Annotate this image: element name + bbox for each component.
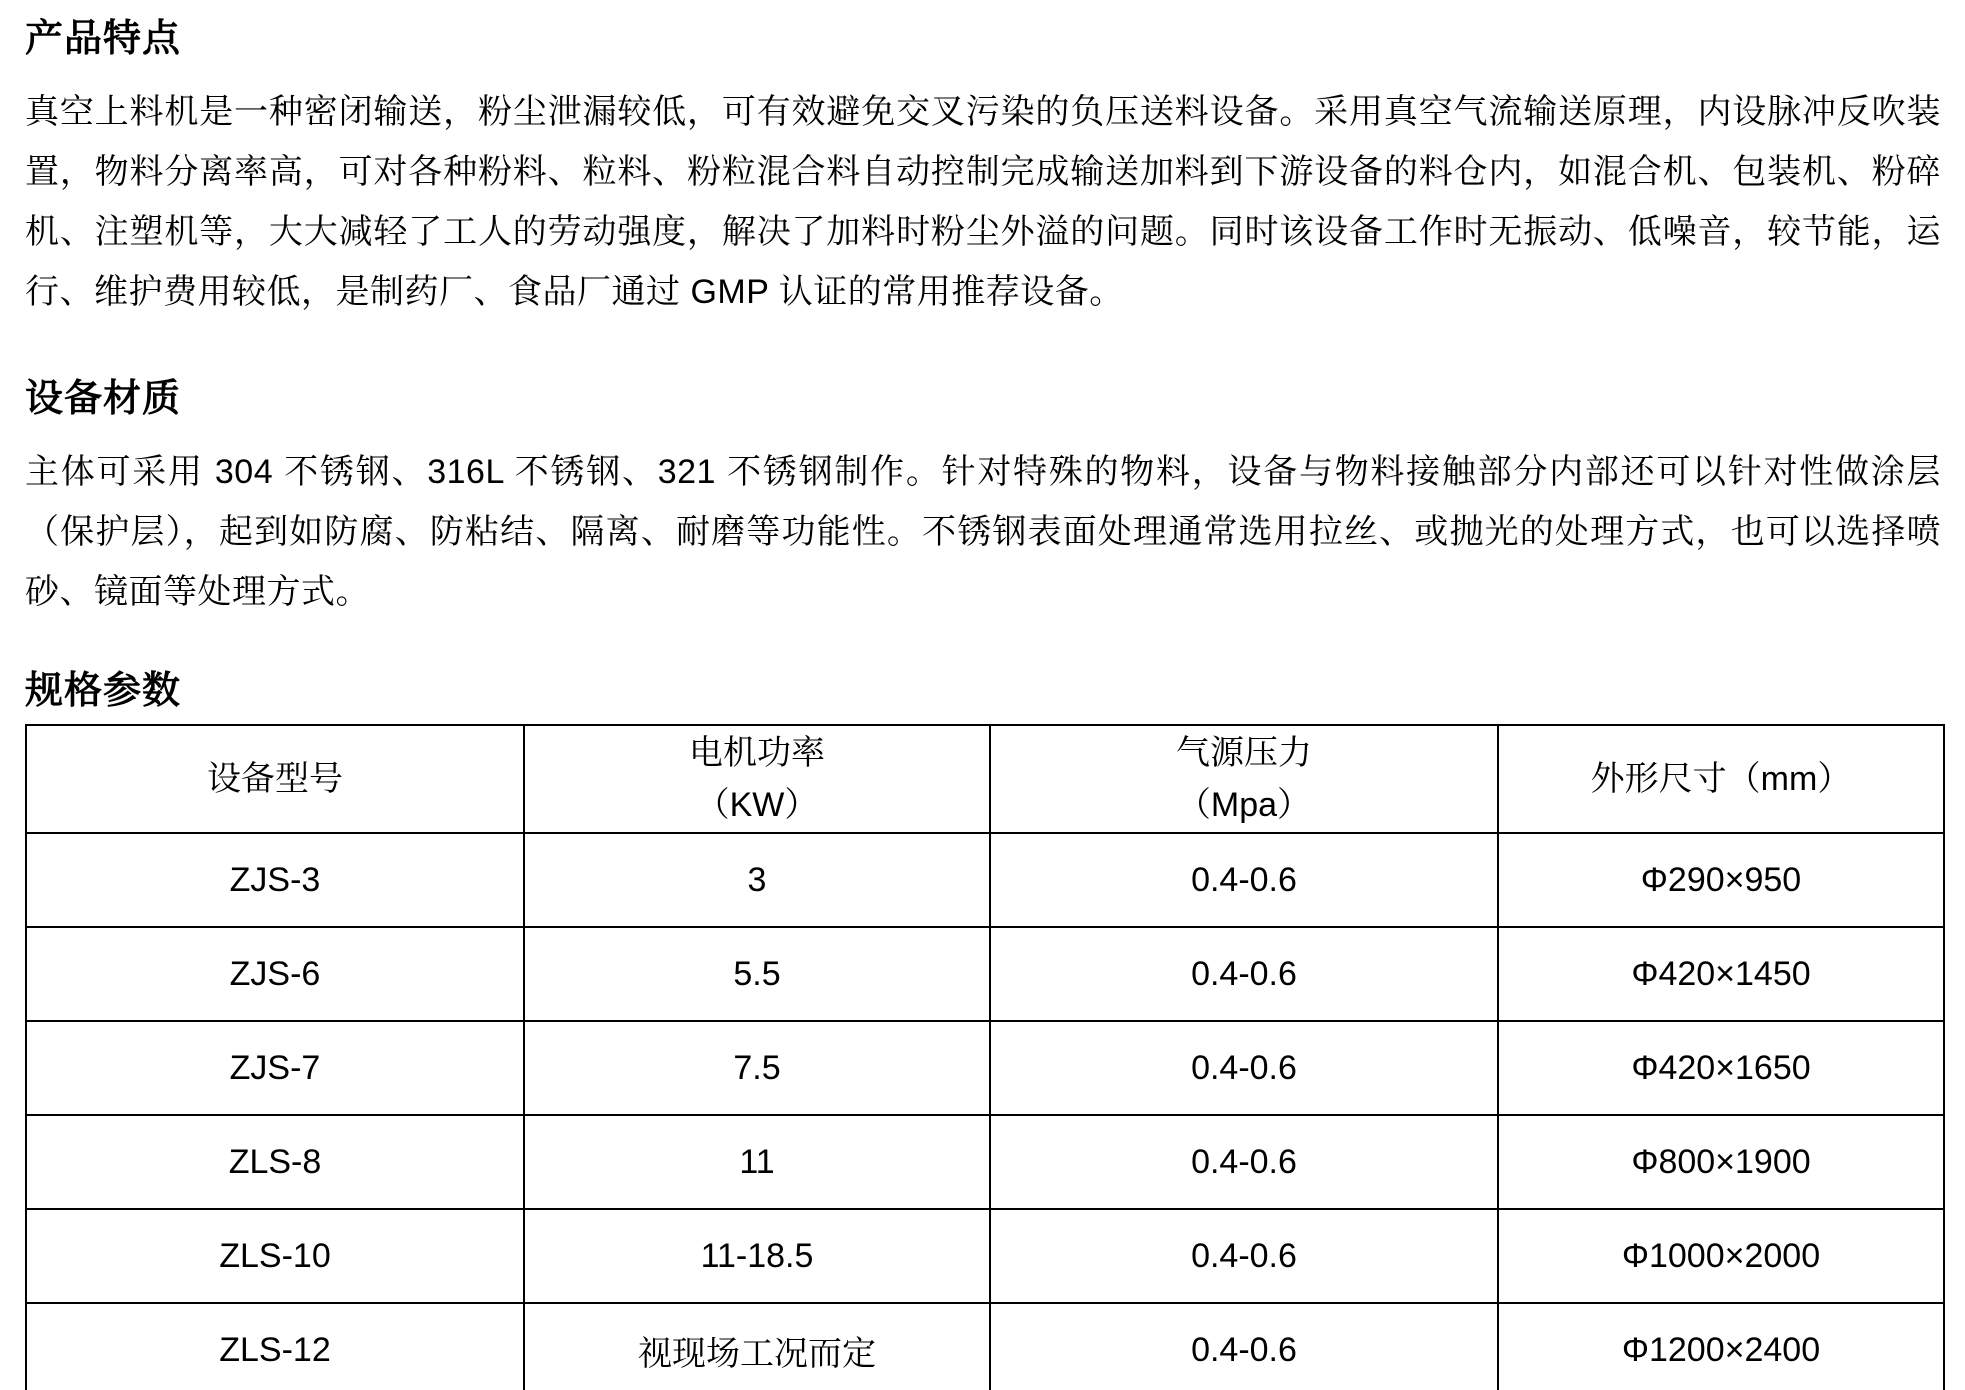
header-cell-motor-power: [524, 725, 990, 833]
spec-table-header: [26, 725, 1944, 833]
cell-power: 视现场工况而定: [524, 1303, 990, 1390]
cell-model: ZJS-3: [26, 833, 524, 927]
table-row: [26, 1303, 1944, 1390]
header-label-unit: （KW）: [695, 786, 819, 824]
section-heading-product-features: 产品特点: [25, 18, 182, 60]
cell-model: ZLS-8: [26, 1115, 524, 1209]
cell-power: 3: [524, 833, 990, 927]
cell-model: ZJS-7: [26, 1021, 524, 1115]
cell-pressure: 0.4-0.6: [990, 927, 1498, 1021]
cell-power: 11-18.5: [524, 1209, 990, 1303]
cell-pressure: 0.4-0.6: [990, 1115, 1498, 1209]
header-cell-air-pressure: [990, 725, 1498, 833]
table-row: [26, 1209, 1944, 1303]
cell-model: ZLS-10: [26, 1209, 524, 1303]
cell-pressure: 0.4-0.6: [990, 1209, 1498, 1303]
table-header-row: [26, 725, 1944, 833]
equipment-material-paragraph: 主体可采用 304 不锈钢、316L 不锈钢、321 不锈钢制作。针对特殊的物料，设备与物料接触部分内部还可以针对性做涂层（保护层），起到如防腐、防粘结、隔离、耐磨等功能性。不锈钢表面处理通常选用拉丝、或抛光的处理方式，也可以选择喷砂、镜面等处理方式。: [25, 453, 1941, 611]
section-heading-specifications: 规格参数: [25, 670, 182, 712]
product-features-paragraph: 真空上料机是一种密闭输送，粉尘泄漏较低，可有效避免交叉污染的负压送料设备。采用真空气流输送原理，内设脉冲反吹装置，物料分离率高，可对各种粉料、粒料、粉粒混合料自动控制完成输送加料到下游设备的料仓内，如混合机、包装机、粉碎机、注塑机等，大大减轻了工人的劳动强度，解决了加料时粉尘外溢的问题。同时该设备工作时无振动、低噪音，较节能，运行、维护费用较低，是制药厂、食品厂通过 GMP 认证的常用推荐设备。: [25, 93, 1941, 311]
spec-table-body: [26, 833, 1944, 1390]
cell-model: ZJS-6: [26, 927, 524, 1021]
cell-pressure: 0.4-0.6: [990, 1021, 1498, 1115]
header-label-unit: （Mpa）: [1176, 786, 1312, 824]
cell-model: ZLS-12: [26, 1303, 524, 1390]
section-heading-equipment-material: 设备材质: [25, 378, 182, 420]
table-row: [26, 833, 1944, 927]
table-row: [26, 1115, 1944, 1209]
header-label: 气源压力: [1176, 734, 1312, 772]
header-label: 外形尺寸（mm）: [1590, 760, 1852, 798]
header-cell-model: [26, 725, 524, 833]
cell-dimensions: Φ1000×2000: [1498, 1209, 1944, 1303]
cell-dimensions: Φ800×1900: [1498, 1115, 1944, 1209]
header-cell-dimensions: [1498, 725, 1944, 833]
header-label: 电机功率: [689, 734, 825, 772]
cell-dimensions: Φ1200×2400: [1498, 1303, 1944, 1390]
table-row: [26, 927, 1944, 1021]
header-label: 设备型号: [207, 760, 343, 798]
cell-dimensions: Φ420×1450: [1498, 927, 1944, 1021]
cell-power: 5.5: [524, 927, 990, 1021]
cell-dimensions: Φ290×950: [1498, 833, 1944, 927]
cell-power: 11: [524, 1115, 990, 1209]
cell-dimensions: Φ420×1650: [1498, 1021, 1944, 1115]
cell-pressure: 0.4-0.6: [990, 1303, 1498, 1390]
table-row: [26, 1021, 1944, 1115]
cell-pressure: 0.4-0.6: [990, 833, 1498, 927]
spec-table: [25, 724, 1945, 1390]
cell-power: 7.5: [524, 1021, 990, 1115]
